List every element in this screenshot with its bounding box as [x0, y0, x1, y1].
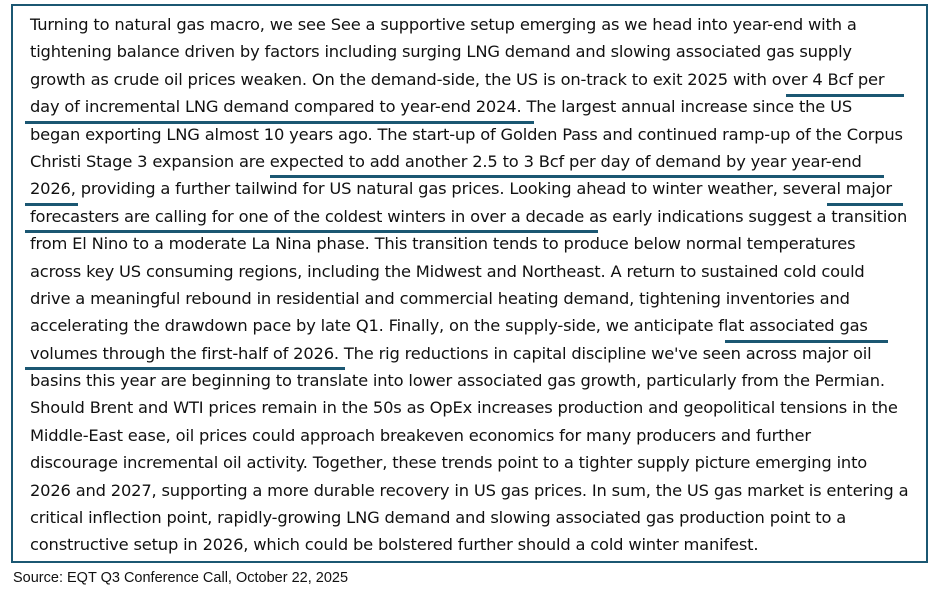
quote-line: Christi Stage 3 expansion are expected to add another 2.5 to 3 Bcf per day of demand by year year-end — [30, 151, 862, 171]
quote-line: tightening balance driven by factors including surging LNG demand and slowing associated gas supply — [30, 42, 852, 62]
highlight-underline-lng-demand — [25, 121, 534, 124]
highlight-underline-expected-add — [25, 203, 78, 206]
quote-line: drive a meaningful rebound in residential and commercial heating demand, tightening inventories and — [30, 288, 850, 308]
quote-line: day of incremental LNG demand compared to year-end 2024. The largest annual increase since the US — [30, 97, 853, 117]
highlight-underline-lng-demand — [786, 94, 904, 97]
quote-line: basins this year are beginning to translate into lower associated gas growth, particularly from the Permian. — [30, 371, 885, 391]
quote-line: volumes through the first-half of 2026. The rig reductions in capital discipline we've seen across major oil — [30, 343, 872, 363]
quote-line: began exporting LNG almost 10 years ago. The start-up of Golden Pass and continued ramp-up of the Corpus — [30, 124, 903, 144]
highlight-underline-flat-gas — [725, 340, 888, 343]
quote-line: forecasters are calling for one of the coldest winters in over a decade as early indications suggest a transition — [30, 206, 908, 226]
quote-line: growth as crude oil prices weaken. On the demand-side, the US is on-track to exit 2025 with over 4 Bcf per — [30, 69, 885, 89]
quote-line: across key US consuming regions, including the Midwest and Northeast. A return to sustained cold could — [30, 261, 865, 281]
quote-line: from El Nino to a moderate La Nina phase. This transition tends to produce below normal temperatures — [30, 234, 856, 254]
highlight-underline-flat-gas — [25, 367, 345, 370]
source-citation: Source: EQT Q3 Conference Call, October 22, 2025 — [13, 570, 349, 586]
quote-line: Should Brent and WTI prices remain in the 50s as OpEx increases production and geopolitical tensions in the — [30, 398, 898, 418]
quote-line: Turning to natural gas macro, we see See a supportive setup emerging as we head into year-end with a — [30, 15, 857, 34]
quote-line: accelerating the drawdown pace by late Q1. Finally, on the supply-side, we anticipate flat associated gas — [30, 316, 868, 336]
highlight-underline-expected-add — [270, 175, 884, 178]
quote-line: 2026, providing a further tailwind for US natural gas prices. Looking ahead to winter weather, several major — [30, 179, 892, 199]
highlight-underline-coldest-winters — [25, 230, 598, 233]
quote-line: constructive setup in 2026, which could be bolstered further should a cold winter manifest. — [30, 535, 759, 555]
quote-line: critical inflection point, rapidly-growing LNG demand and slowing associated gas production point to a — [30, 508, 847, 528]
highlight-underline-coldest-winters — [827, 203, 903, 206]
quote-line: 2026 and 2027, supporting a more durable recovery in US gas prices. In sum, the US gas market is entering a — [30, 480, 909, 500]
quote-line: Middle-East ease, oil prices could approach breakeven economics for many producers and further — [30, 425, 811, 445]
quote-line: discourage incremental oil activity. Together, these trends point to a tighter supply picture emerging into — [30, 453, 868, 473]
